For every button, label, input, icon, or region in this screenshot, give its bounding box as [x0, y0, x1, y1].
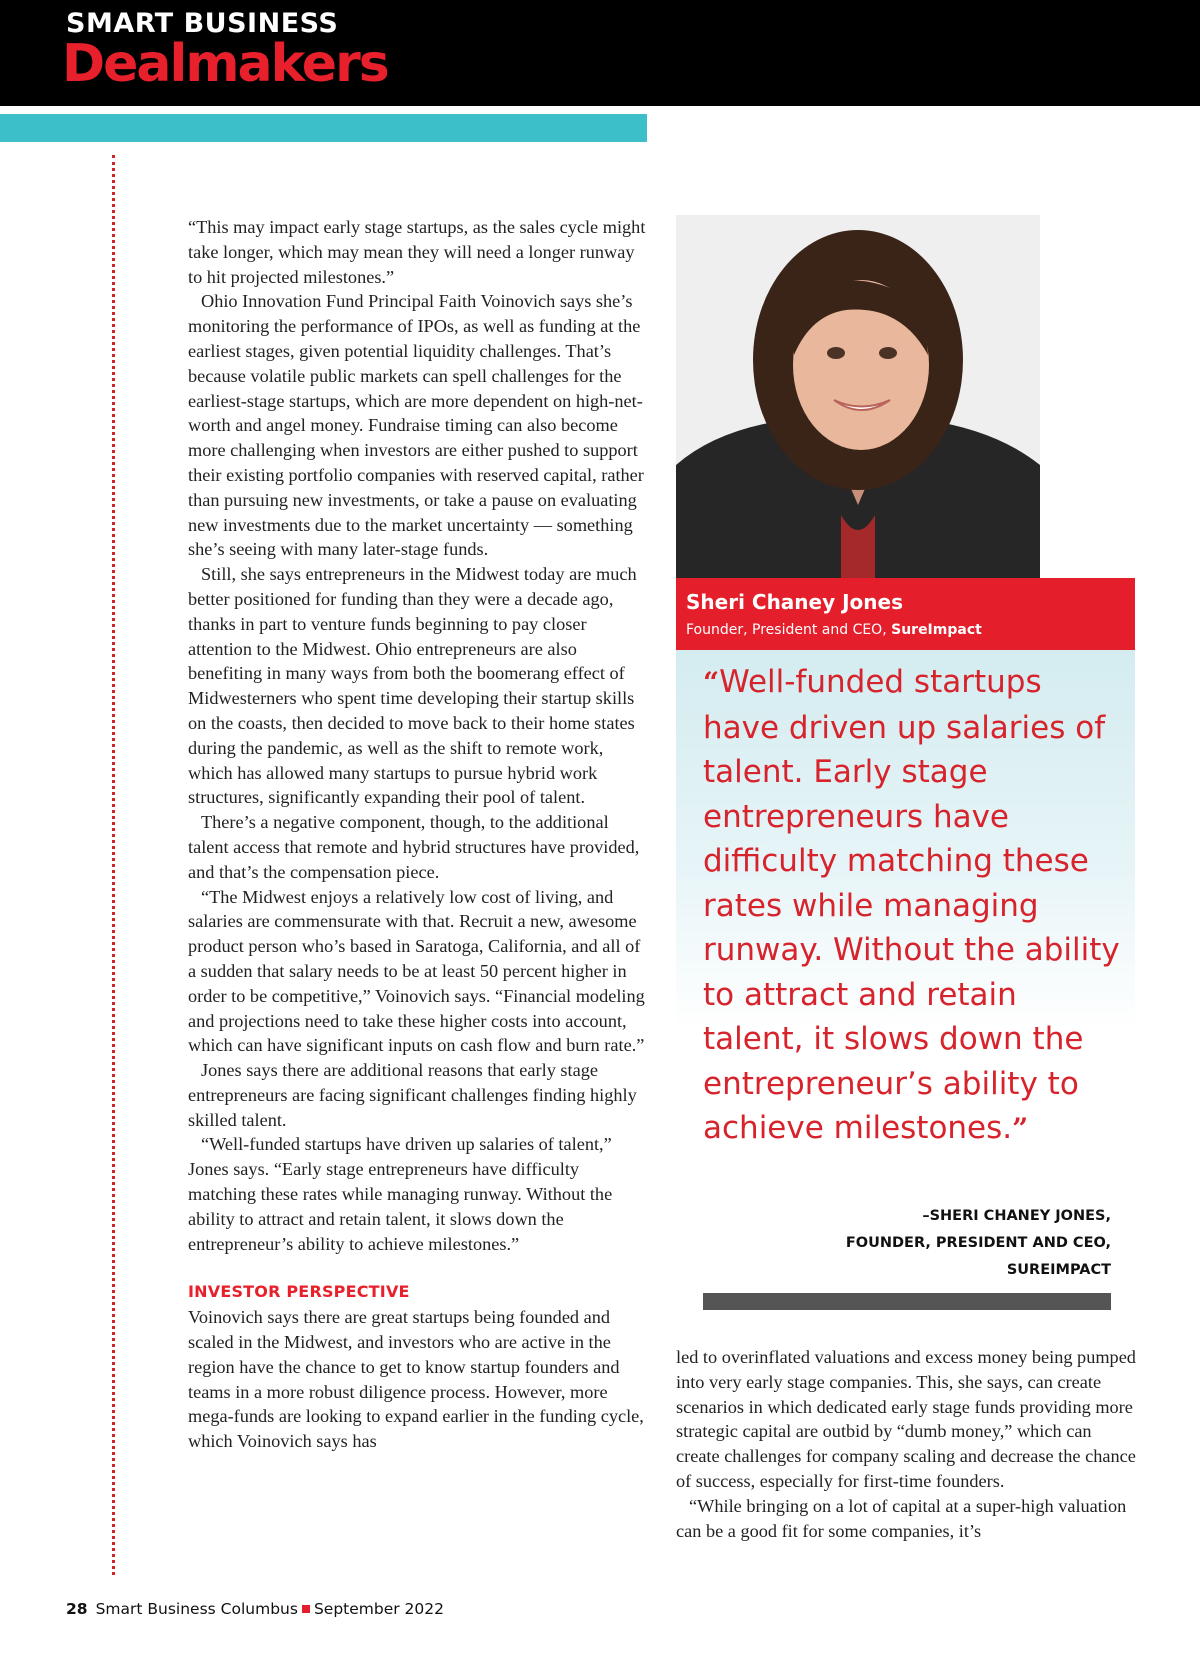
paragraph: Jones says there are additional reasons that early stage entrepreneurs are facing significant challenges finding highly skilled talent. — [188, 1060, 637, 1130]
article-right-column — [676, 1345, 1136, 1543]
teal-accent-bar — [0, 114, 647, 142]
issue-date: September 2022 — [313, 1600, 445, 1618]
portrait-illustration — [676, 215, 1040, 578]
paragraph: Still, she says entrepreneurs in the Midwest today are much better positioned for funding than they were a decade ago, thanks in part to venture funds beginning to pay closer attention to the Midwest. Ohio entrepreneurs are also benefiting in many ways from both the boomerang effect of Midwesterners who spent time developing their startup skills on the coasts, then decided to move back to their home states during the pandemic, as well as the shift to remote work, which has allowed many startups to pursue hybrid work structures, significantly expanding their pool of talent. — [188, 564, 637, 808]
attribution-line: –SHERI CHANEY JONES, — [922, 1208, 1111, 1224]
caption-title-prefix: Founder, President and CEO, — [686, 622, 892, 638]
square-separator-icon — [302, 1605, 310, 1613]
paragraph: “This may impact early stage startups, as the sales cycle might take longer, which may mean they will need a longer runway to hit projected milestones.” — [188, 217, 646, 287]
close-quote-mark: ” — [1012, 1112, 1029, 1145]
quote-attribution — [751, 1203, 1111, 1284]
paragraph: “The Midwest enjoys a relatively low cost of living, and salaries are commensurate with that. Recruit a new, awesome product person who’s based in Saratoga, California, and all of a sudden that salary needs to be at least 50 percent higher in order to be competitive,” Voinovich says. “Financial modeling and projections need to take these higher costs into account, which can have significant inputs on cash flow and burn rate.” — [188, 886, 645, 1056]
paragraph: There’s a negative component, though, to the additional talent access that remote and hybrid structures have provided, and that’s the compensation piece. — [188, 812, 640, 882]
brand-logo-dealmakers: Dealmakers — [62, 34, 388, 94]
dotted-divider — [112, 155, 115, 1575]
page-number: 28 — [66, 1600, 88, 1618]
paragraph: “Well-funded startups have driven up salaries of talent,” Jones says. “Early stage entrepreneurs have difficulty matching these rates while managing runway. Without the ability to attract and retain talent, it slows down the entrepreneur’s ability to achieve milestones.” — [188, 1134, 613, 1254]
paragraph: Voinovich says there are great startups being founded and scaled in the Midwest, and investors who are active in the region have the chance to get to know startup founders and teams in a more robust diligence process. However, more mega-funds are looking to expand earlier in the funding cycle, which Voinovich says has — [188, 1307, 644, 1452]
publication-name: Smart Business Columbus — [95, 1600, 298, 1618]
caption-title — [686, 622, 982, 638]
photo-caption — [676, 578, 1135, 650]
gray-divider-bar — [703, 1293, 1111, 1310]
brand-line-1: SMART BUSINESS — [66, 8, 339, 39]
portrait-photo — [676, 215, 1040, 578]
paragraph: “While bringing on a lot of capital at a super-high valuation can be a good fit for some companies, it’s — [676, 1495, 1127, 1541]
caption-company: SureImpact — [891, 622, 982, 638]
attribution-line: SUREIMPACT — [1006, 1262, 1111, 1278]
page-footer — [66, 1600, 444, 1618]
caption-name: Sheri Chaney Jones — [686, 590, 903, 614]
attribution-line: FOUNDER, PRESIDENT AND CEO, — [845, 1235, 1111, 1251]
paragraph: Ohio Innovation Fund Principal Faith Voinovich says she’s monitoring the performance of IPOs, as well as funding at the earliest stages, given potential liquidity challenges. That’s because volatile public markets can spell challenges for the earliest-stage startups, which are more dependent on high-net-worth and angel money. Fundraise timing can also become more challenging when investors are either pushed to support their existing portfolio companies with reserved capital, rather than pursuing new investments, or take a pause on evaluating new investments due to the market uncertainty — something she’s seeing with many later-stage funds. — [188, 291, 644, 560]
section-heading: INVESTOR PERSPECTIVE — [188, 1282, 410, 1302]
paragraph: led to overinflated valuations and excess money being pumped into very early stage companies. This, she says, can create scenarios in which dedicated early stage funds providing more strategic capital are outbid by “dumb money,” which can create challenges for company scaling and decrease the chance of success, especially for first-time founders. — [676, 1347, 1136, 1491]
pull-quote-body: Well-funded startups have driven up salaries of talent. Early stage entrepreneurs have difficulty matching these rates while managing runway. Without the ability to attract and retain talent, it slows down the entrepreneur’s ability to achieve milestones. — [703, 664, 1120, 1146]
article-left-column — [188, 215, 648, 1454]
open-quote-mark: “ — [703, 666, 720, 699]
pull-quote — [703, 660, 1123, 1152]
masthead-bar — [0, 0, 1200, 106]
